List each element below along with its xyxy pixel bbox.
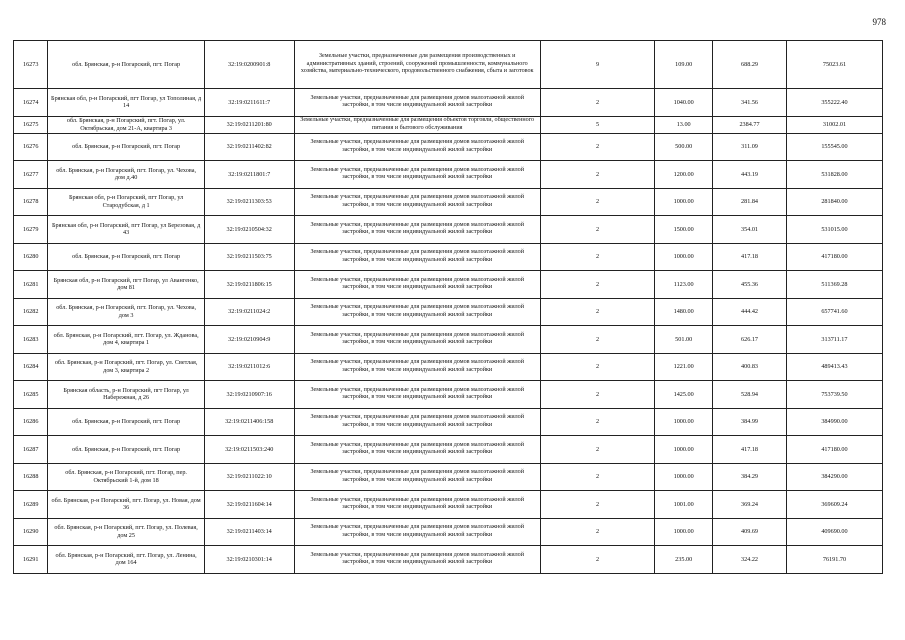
area-cell: 1000.00 bbox=[655, 243, 713, 271]
address-cell: обл. Брянская, р-н Погарский, пгт. Погар, ул. Ленина, дом 164 bbox=[48, 546, 204, 574]
table-row bbox=[14, 326, 883, 354]
cadastral-number-cell: 32:19:0211403:14 bbox=[204, 518, 294, 546]
land-use-cell: Земельные участки, предназначенные для размещения домов малоэтажной жилой застройки, в том числе индивидуальной жилой застройки bbox=[294, 353, 540, 381]
area-cell: 1000.00 bbox=[655, 408, 713, 436]
cadastral-number-cell: 32:19:0200901:8 bbox=[204, 41, 294, 89]
use-code-cell: 5 bbox=[540, 116, 654, 133]
table-row bbox=[14, 491, 883, 519]
area-cell: 1000.00 bbox=[655, 436, 713, 464]
unit-value-cell: 409.69 bbox=[713, 518, 787, 546]
cadastral-value-cell: 409690.00 bbox=[786, 518, 882, 546]
row-id-cell: 16284 bbox=[14, 353, 48, 381]
cadastral-value-cell: 657741.60 bbox=[786, 298, 882, 326]
cadastral-number-cell: 32:19:0210907:16 bbox=[204, 381, 294, 409]
page-number: 978 bbox=[872, 17, 886, 27]
cadastral-number-cell: 32:19:0210904:9 bbox=[204, 326, 294, 354]
cadastral-number-cell: 32:19:0211024:2 bbox=[204, 298, 294, 326]
table-row bbox=[14, 243, 883, 271]
table-row bbox=[14, 271, 883, 299]
land-use-cell: Земельные участки, предназначенные для размещения домов малоэтажной жилой застройки, в том числе индивидуальной жилой застройки bbox=[294, 161, 540, 189]
cadastral-number-cell: 32:19:0211406:158 bbox=[204, 408, 294, 436]
area-cell: 1000.00 bbox=[655, 463, 713, 491]
cadastral-number-cell: 32:19:0211806:15 bbox=[204, 271, 294, 299]
unit-value-cell: 369.24 bbox=[713, 491, 787, 519]
cadastral-value-cell: 75023.61 bbox=[786, 41, 882, 89]
cadastral-number-cell: 32:19:0210301:14 bbox=[204, 546, 294, 574]
table-row bbox=[14, 188, 883, 216]
address-cell: обл. Брянская, р-н Погарский, пгт. Погар, ул. Полевая, дом 25 bbox=[48, 518, 204, 546]
cadastral-value-cell: 369609.24 bbox=[786, 491, 882, 519]
use-code-cell: 2 bbox=[540, 353, 654, 381]
use-code-cell: 2 bbox=[540, 326, 654, 354]
row-id-cell: 16283 bbox=[14, 326, 48, 354]
cadastral-value-cell: 384990.00 bbox=[786, 408, 882, 436]
use-code-cell: 2 bbox=[540, 518, 654, 546]
table-row bbox=[14, 436, 883, 464]
use-code-cell: 2 bbox=[540, 188, 654, 216]
area-cell: 1040.00 bbox=[655, 89, 713, 117]
table-row bbox=[14, 89, 883, 117]
land-use-cell: Земельные участки, предназначенные для размещения домов малоэтажной жилой застройки, в том числе индивидуальной жилой застройки bbox=[294, 381, 540, 409]
land-use-cell: Земельные участки, предназначенные для размещения домов малоэтажной жилой застройки, в том числе индивидуальной жилой застройки bbox=[294, 546, 540, 574]
row-id-cell: 16282 bbox=[14, 298, 48, 326]
row-id-cell: 16276 bbox=[14, 133, 48, 161]
cadastral-number-cell: 32:19:0211012:6 bbox=[204, 353, 294, 381]
area-cell: 235.00 bbox=[655, 546, 713, 574]
row-id-cell: 16274 bbox=[14, 89, 48, 117]
area-cell: 501.00 bbox=[655, 326, 713, 354]
row-id-cell: 16281 bbox=[14, 271, 48, 299]
area-cell: 109.00 bbox=[655, 41, 713, 89]
use-code-cell: 2 bbox=[540, 436, 654, 464]
address-cell: обл. Брянская, р-н Погарский, пгт. Погар, ул. Светлая, дом 3, квартира 2 bbox=[48, 353, 204, 381]
unit-value-cell: 528.94 bbox=[713, 381, 787, 409]
land-use-cell: Земельные участки, предназначенные для размещения производственных и административных зданий, строений, сооружений промышленности, коммунального хозяйства, материально-технического, продовольственного снабжения, сбыта и заготовок bbox=[294, 41, 540, 89]
unit-value-cell: 384.99 bbox=[713, 408, 787, 436]
row-id-cell: 16287 bbox=[14, 436, 48, 464]
land-registry-table bbox=[13, 40, 883, 574]
address-cell: обл. Брянская, р-н Погарский, пгт. Погар, пер. Октябрьский 1-й, дом 18 bbox=[48, 463, 204, 491]
row-id-cell: 16286 bbox=[14, 408, 48, 436]
use-code-cell: 9 bbox=[540, 41, 654, 89]
address-cell: обл. Брянская, р-н Погарский, пгт. Погар bbox=[48, 133, 204, 161]
cadastral-number-cell: 32:19:0211611:7 bbox=[204, 89, 294, 117]
area-cell: 1001.00 bbox=[655, 491, 713, 519]
unit-value-cell: 688.29 bbox=[713, 41, 787, 89]
cadastral-value-cell: 417180.00 bbox=[786, 243, 882, 271]
cadastral-value-cell: 531015.00 bbox=[786, 216, 882, 244]
cadastral-value-cell: 531828.00 bbox=[786, 161, 882, 189]
unit-value-cell: 354.01 bbox=[713, 216, 787, 244]
unit-value-cell: 443.19 bbox=[713, 161, 787, 189]
row-id-cell: 16275 bbox=[14, 116, 48, 133]
address-cell: обл. Брянская, р-н Погарский, пгт. Погар, ул. Чехова, дом д.40 bbox=[48, 161, 204, 189]
land-use-cell: Земельные участки, предназначенные для размещения домов малоэтажной жилой застройки, в том числе индивидуальной жилой застройки bbox=[294, 408, 540, 436]
row-id-cell: 16290 bbox=[14, 518, 48, 546]
cadastral-value-cell: 417180.00 bbox=[786, 436, 882, 464]
land-use-cell: Земельные участки, предназначенные для размещения домов малоэтажной жилой застройки, в том числе индивидуальной жилой застройки bbox=[294, 271, 540, 299]
use-code-cell: 2 bbox=[540, 161, 654, 189]
cadastral-number-cell: 32:19:0211022:10 bbox=[204, 463, 294, 491]
table-row bbox=[14, 41, 883, 89]
area-cell: 1221.00 bbox=[655, 353, 713, 381]
table-row bbox=[14, 381, 883, 409]
row-id-cell: 16291 bbox=[14, 546, 48, 574]
table-row bbox=[14, 133, 883, 161]
use-code-cell: 2 bbox=[540, 491, 654, 519]
unit-value-cell: 384.29 bbox=[713, 463, 787, 491]
use-code-cell: 2 bbox=[540, 271, 654, 299]
unit-value-cell: 626.17 bbox=[713, 326, 787, 354]
land-use-cell: Земельные участки, предназначенные для размещения домов малоэтажной жилой застройки, в том числе индивидуальной жилой застройки bbox=[294, 89, 540, 117]
use-code-cell: 2 bbox=[540, 243, 654, 271]
cadastral-value-cell: 281840.00 bbox=[786, 188, 882, 216]
land-use-cell: Земельные участки, предназначенные для размещения домов малоэтажной жилой застройки, в том числе индивидуальной жилой застройки bbox=[294, 463, 540, 491]
cadastral-number-cell: 32:19:0211402:82 bbox=[204, 133, 294, 161]
use-code-cell: 2 bbox=[540, 133, 654, 161]
unit-value-cell: 417.18 bbox=[713, 436, 787, 464]
cadastral-value-cell: 753739.50 bbox=[786, 381, 882, 409]
unit-value-cell: 455.36 bbox=[713, 271, 787, 299]
land-use-cell: Земельные участки, предназначенные для размещения домов малоэтажной жилой застройки, в том числе индивидуальной жилой застройки bbox=[294, 188, 540, 216]
cadastral-value-cell: 489413.43 bbox=[786, 353, 882, 381]
cadastral-number-cell: 32:19:0211801:7 bbox=[204, 161, 294, 189]
address-cell: обл. Брянская, р-н Погарский, пгт. Погар bbox=[48, 408, 204, 436]
use-code-cell: 2 bbox=[540, 408, 654, 436]
row-id-cell: 16289 bbox=[14, 491, 48, 519]
cadastral-value-cell: 31002.01 bbox=[786, 116, 882, 133]
unit-value-cell: 444.42 bbox=[713, 298, 787, 326]
cadastral-number-cell: 32:19:0211201:80 bbox=[204, 116, 294, 133]
address-cell: Брянская обл, р-н Погарский, пгт Погар, ул Стародубская, д 1 bbox=[48, 188, 204, 216]
area-cell: 1000.00 bbox=[655, 518, 713, 546]
address-cell: обл. Брянская, р-н Погарский, пгт. Погар, ул. Октябрьская, дом 21-А, квартира 3 bbox=[48, 116, 204, 133]
row-id-cell: 16288 bbox=[14, 463, 48, 491]
use-code-cell: 2 bbox=[540, 298, 654, 326]
address-cell: обл. Брянская, р-н Погарский, пгт. Погар, ул. Чехова, дом 3 bbox=[48, 298, 204, 326]
table-row bbox=[14, 463, 883, 491]
cadastral-number-cell: 32:19:0211303:53 bbox=[204, 188, 294, 216]
land-use-cell: Земельные участки, предназначенные для размещения домов малоэтажной жилой застройки, в том числе индивидуальной жилой застройки bbox=[294, 491, 540, 519]
table-row bbox=[14, 408, 883, 436]
cadastral-number-cell: 32:19:0211503:75 bbox=[204, 243, 294, 271]
land-use-cell: Земельные участки, предназначенные для размещения домов малоэтажной жилой застройки, в том числе индивидуальной жилой застройки bbox=[294, 216, 540, 244]
unit-value-cell: 400.83 bbox=[713, 353, 787, 381]
cadastral-value-cell: 313711.17 bbox=[786, 326, 882, 354]
table-row bbox=[14, 353, 883, 381]
unit-value-cell: 417.18 bbox=[713, 243, 787, 271]
cadastral-value-cell: 355222.40 bbox=[786, 89, 882, 117]
address-cell: обл. Брянская, р-н Погарский, пгт. Погар bbox=[48, 41, 204, 89]
table-row bbox=[14, 298, 883, 326]
row-id-cell: 16273 bbox=[14, 41, 48, 89]
cadastral-value-cell: 511369.28 bbox=[786, 271, 882, 299]
table-row bbox=[14, 116, 883, 133]
unit-value-cell: 324.22 bbox=[713, 546, 787, 574]
area-cell: 1200.00 bbox=[655, 161, 713, 189]
land-use-cell: Земельные участки, предназначенные для размещения домов малоэтажной жилой застройки, в том числе индивидуальной жилой застройки bbox=[294, 243, 540, 271]
area-cell: 1000.00 bbox=[655, 188, 713, 216]
land-use-cell: Земельные участки, предназначенные для размещения домов малоэтажной жилой застройки, в том числе индивидуальной жилой застройки bbox=[294, 326, 540, 354]
area-cell: 1480.00 bbox=[655, 298, 713, 326]
table-row bbox=[14, 546, 883, 574]
address-cell: Брянская обл, р-н Погарский, пгт Погар, ул Авангенко, дом 81 bbox=[48, 271, 204, 299]
address-cell: Брянская обл, р-н Погарский, пгт Погар, ул Тополиная, д 14 bbox=[48, 89, 204, 117]
area-cell: 500.00 bbox=[655, 133, 713, 161]
area-cell: 1123.00 bbox=[655, 271, 713, 299]
row-id-cell: 16278 bbox=[14, 188, 48, 216]
unit-value-cell: 2384.77 bbox=[713, 116, 787, 133]
cadastral-value-cell: 155545.00 bbox=[786, 133, 882, 161]
cadastral-value-cell: 76191.70 bbox=[786, 546, 882, 574]
land-use-cell: Земельные участки, предназначенные для размещения домов малоэтажной жилой застройки, в том числе индивидуальной жилой застройки bbox=[294, 133, 540, 161]
row-id-cell: 16280 bbox=[14, 243, 48, 271]
address-cell: обл. Брянская, р-н Погарский, пгт. Погар, ул. Жданова, дом 4, квартира 1 bbox=[48, 326, 204, 354]
use-code-cell: 2 bbox=[540, 381, 654, 409]
address-cell: обл. Брянская, р-н Погарский, пгт. Погар, ул. Новая, дом 36 bbox=[48, 491, 204, 519]
table-row bbox=[14, 161, 883, 189]
row-id-cell: 16277 bbox=[14, 161, 48, 189]
cadastral-number-cell: 32:19:0210504:32 bbox=[204, 216, 294, 244]
row-id-cell: 16279 bbox=[14, 216, 48, 244]
cadastral-number-cell: 32:19:0211604:14 bbox=[204, 491, 294, 519]
unit-value-cell: 281.84 bbox=[713, 188, 787, 216]
area-cell: 1500.00 bbox=[655, 216, 713, 244]
table-row bbox=[14, 216, 883, 244]
address-cell: Брянская область, р-н Погарский, пгт Погар, ул Набережная, д 26 bbox=[48, 381, 204, 409]
use-code-cell: 2 bbox=[540, 89, 654, 117]
land-use-cell: Земельные участки, предназначенные для размещения объектов торговли, общественного питания и бытового обслуживания bbox=[294, 116, 540, 133]
use-code-cell: 2 bbox=[540, 216, 654, 244]
land-use-cell: Земельные участки, предназначенные для размещения домов малоэтажной жилой застройки, в том числе индивидуальной жилой застройки bbox=[294, 436, 540, 464]
area-cell: 13.00 bbox=[655, 116, 713, 133]
use-code-cell: 2 bbox=[540, 463, 654, 491]
row-id-cell: 16285 bbox=[14, 381, 48, 409]
registry-body bbox=[14, 41, 883, 574]
land-use-cell: Земельные участки, предназначенные для размещения домов малоэтажной жилой застройки, в том числе индивидуальной жилой застройки bbox=[294, 518, 540, 546]
cadastral-value-cell: 384290.00 bbox=[786, 463, 882, 491]
address-cell: Брянская обл, р-н Погарский, пгт Погар, ул Березовая, д 43 bbox=[48, 216, 204, 244]
unit-value-cell: 311.09 bbox=[713, 133, 787, 161]
table-row bbox=[14, 518, 883, 546]
use-code-cell: 2 bbox=[540, 546, 654, 574]
cadastral-number-cell: 32:19:0211503:240 bbox=[204, 436, 294, 464]
address-cell: обл. Брянская, р-н Погарский, пгт. Погар bbox=[48, 436, 204, 464]
land-use-cell: Земельные участки, предназначенные для размещения домов малоэтажной жилой застройки, в том числе индивидуальной жилой застройки bbox=[294, 298, 540, 326]
address-cell: обл. Брянская, р-н Погарский, пгт. Погар bbox=[48, 243, 204, 271]
area-cell: 1425.00 bbox=[655, 381, 713, 409]
unit-value-cell: 341.56 bbox=[713, 89, 787, 117]
